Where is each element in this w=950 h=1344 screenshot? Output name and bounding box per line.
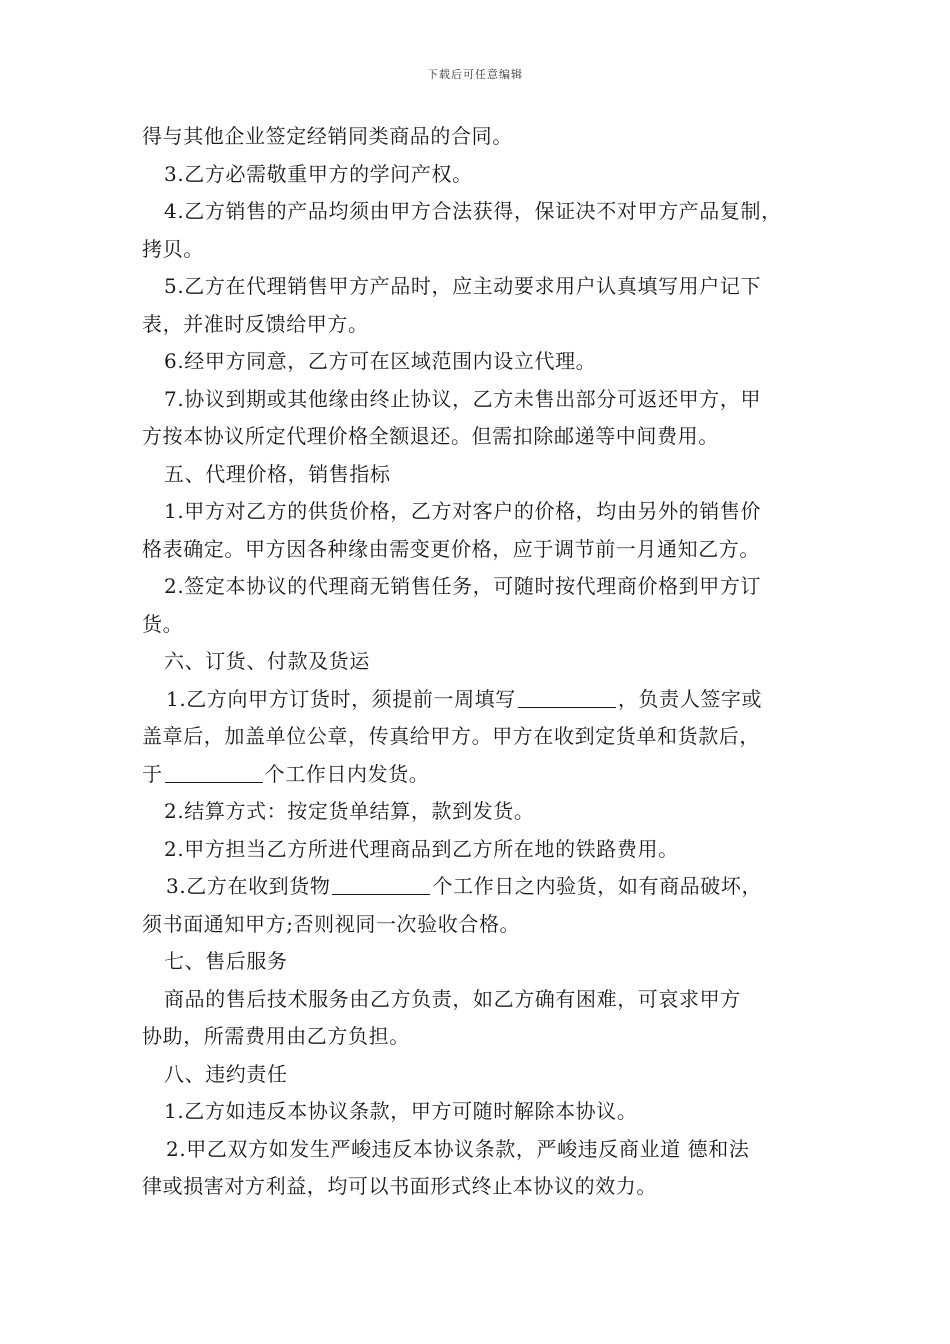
text-line: 表，并准时反馈给甲方。 [142,311,369,336]
clause-item: 6.经甲方同意，乙方可在区域范围内设立代理。 [164,349,597,373]
paragraph: 商品的售后技术服务由乙方负责，如乙方确有困难，可哀求甲方 [164,986,741,1011]
section-heading: 六、订货、付款及货运 [164,649,370,673]
clause-item: 2.签定本协议的代理商无销售任务，可随时按代理商价格到甲方订 [164,574,762,598]
clause-item: 2.结算方式：按定货单结算，款到发货。 [164,799,535,823]
text-line: 得与其他企业签定经销同类商品的合同。 [142,124,513,148]
text-span: 3.乙方在收到货物 [166,874,331,898]
text-span: ，负责人签字或 [617,686,763,711]
section-heading: 五、代理价格，销售指标 [164,461,391,486]
clause-item: 1.甲方对乙方的供货价格，乙方对客户的价格，均由另外的销售价 [164,499,762,523]
text-span: 于 [142,761,163,786]
clause-item: 2.甲方担当乙方所进代理商品到乙方所在地的铁路费用。 [164,836,679,861]
text-line: 货。 [142,611,184,636]
text-line: 须书面通知甲方;否则视同一次验收合格。 [142,911,521,936]
fill-in-blank [165,762,263,783]
fill-in-blank [518,687,616,708]
section-heading: 八、违约责任 [164,1061,288,1086]
clause-item: 3.乙方必需敬重甲方的学问产权。 [164,161,473,186]
clause-item: 4.乙方销售的产品均须由甲方合法获得，保证决不对甲方产品复制， [164,199,782,223]
text-line: 律或损害对方利益，均可以书面形式终止本协议的效力。 [142,1174,657,1198]
clause-item: 2.甲乙双方如发生严峻违反本协议条款，严峻违反商业道 德和法 [166,1136,750,1161]
clause-item: 7.协议到期或其他缘由终止协议，乙方未售出部分可返还甲方，甲 [164,386,762,411]
clause-item [142,868,812,906]
text-line: 方按本协议所定代理价格全额退还。但需扣除邮递等中间费用。 [142,424,719,448]
text-line: 协助，所需费用由乙方负担。 [142,1024,410,1048]
text-line: 拷贝。 [142,236,204,261]
clause-item: 5.乙方在代理销售甲方产品时，应主动要求用户认真填写用户记下 [164,274,762,298]
text-span: 个工作日内发货。 [264,761,430,786]
text-line [142,756,812,794]
text-line: 格表确定。甲方因各种缘由需变更价格，应于调节前一月通知乙方。 [142,536,760,561]
fill-in-blank [332,874,430,895]
text-span: 个工作日之内验货，如有商品破坏， [432,874,763,898]
clause-item [142,681,812,719]
section-heading: 七、售后服务 [164,949,288,973]
page-header: 下载后可任意编辑 [427,68,523,81]
clause-item: 1.乙方如违反本协议条款，甲方可随时解除本协议。 [164,1099,638,1123]
text-span: 1.乙方向甲方订货时，须提前一周填写 [166,686,516,711]
text-line: 盖章后，加盖单位公章，传真给甲方。甲方在收到定货单和货款后， [142,724,760,748]
document-body [142,118,812,1206]
